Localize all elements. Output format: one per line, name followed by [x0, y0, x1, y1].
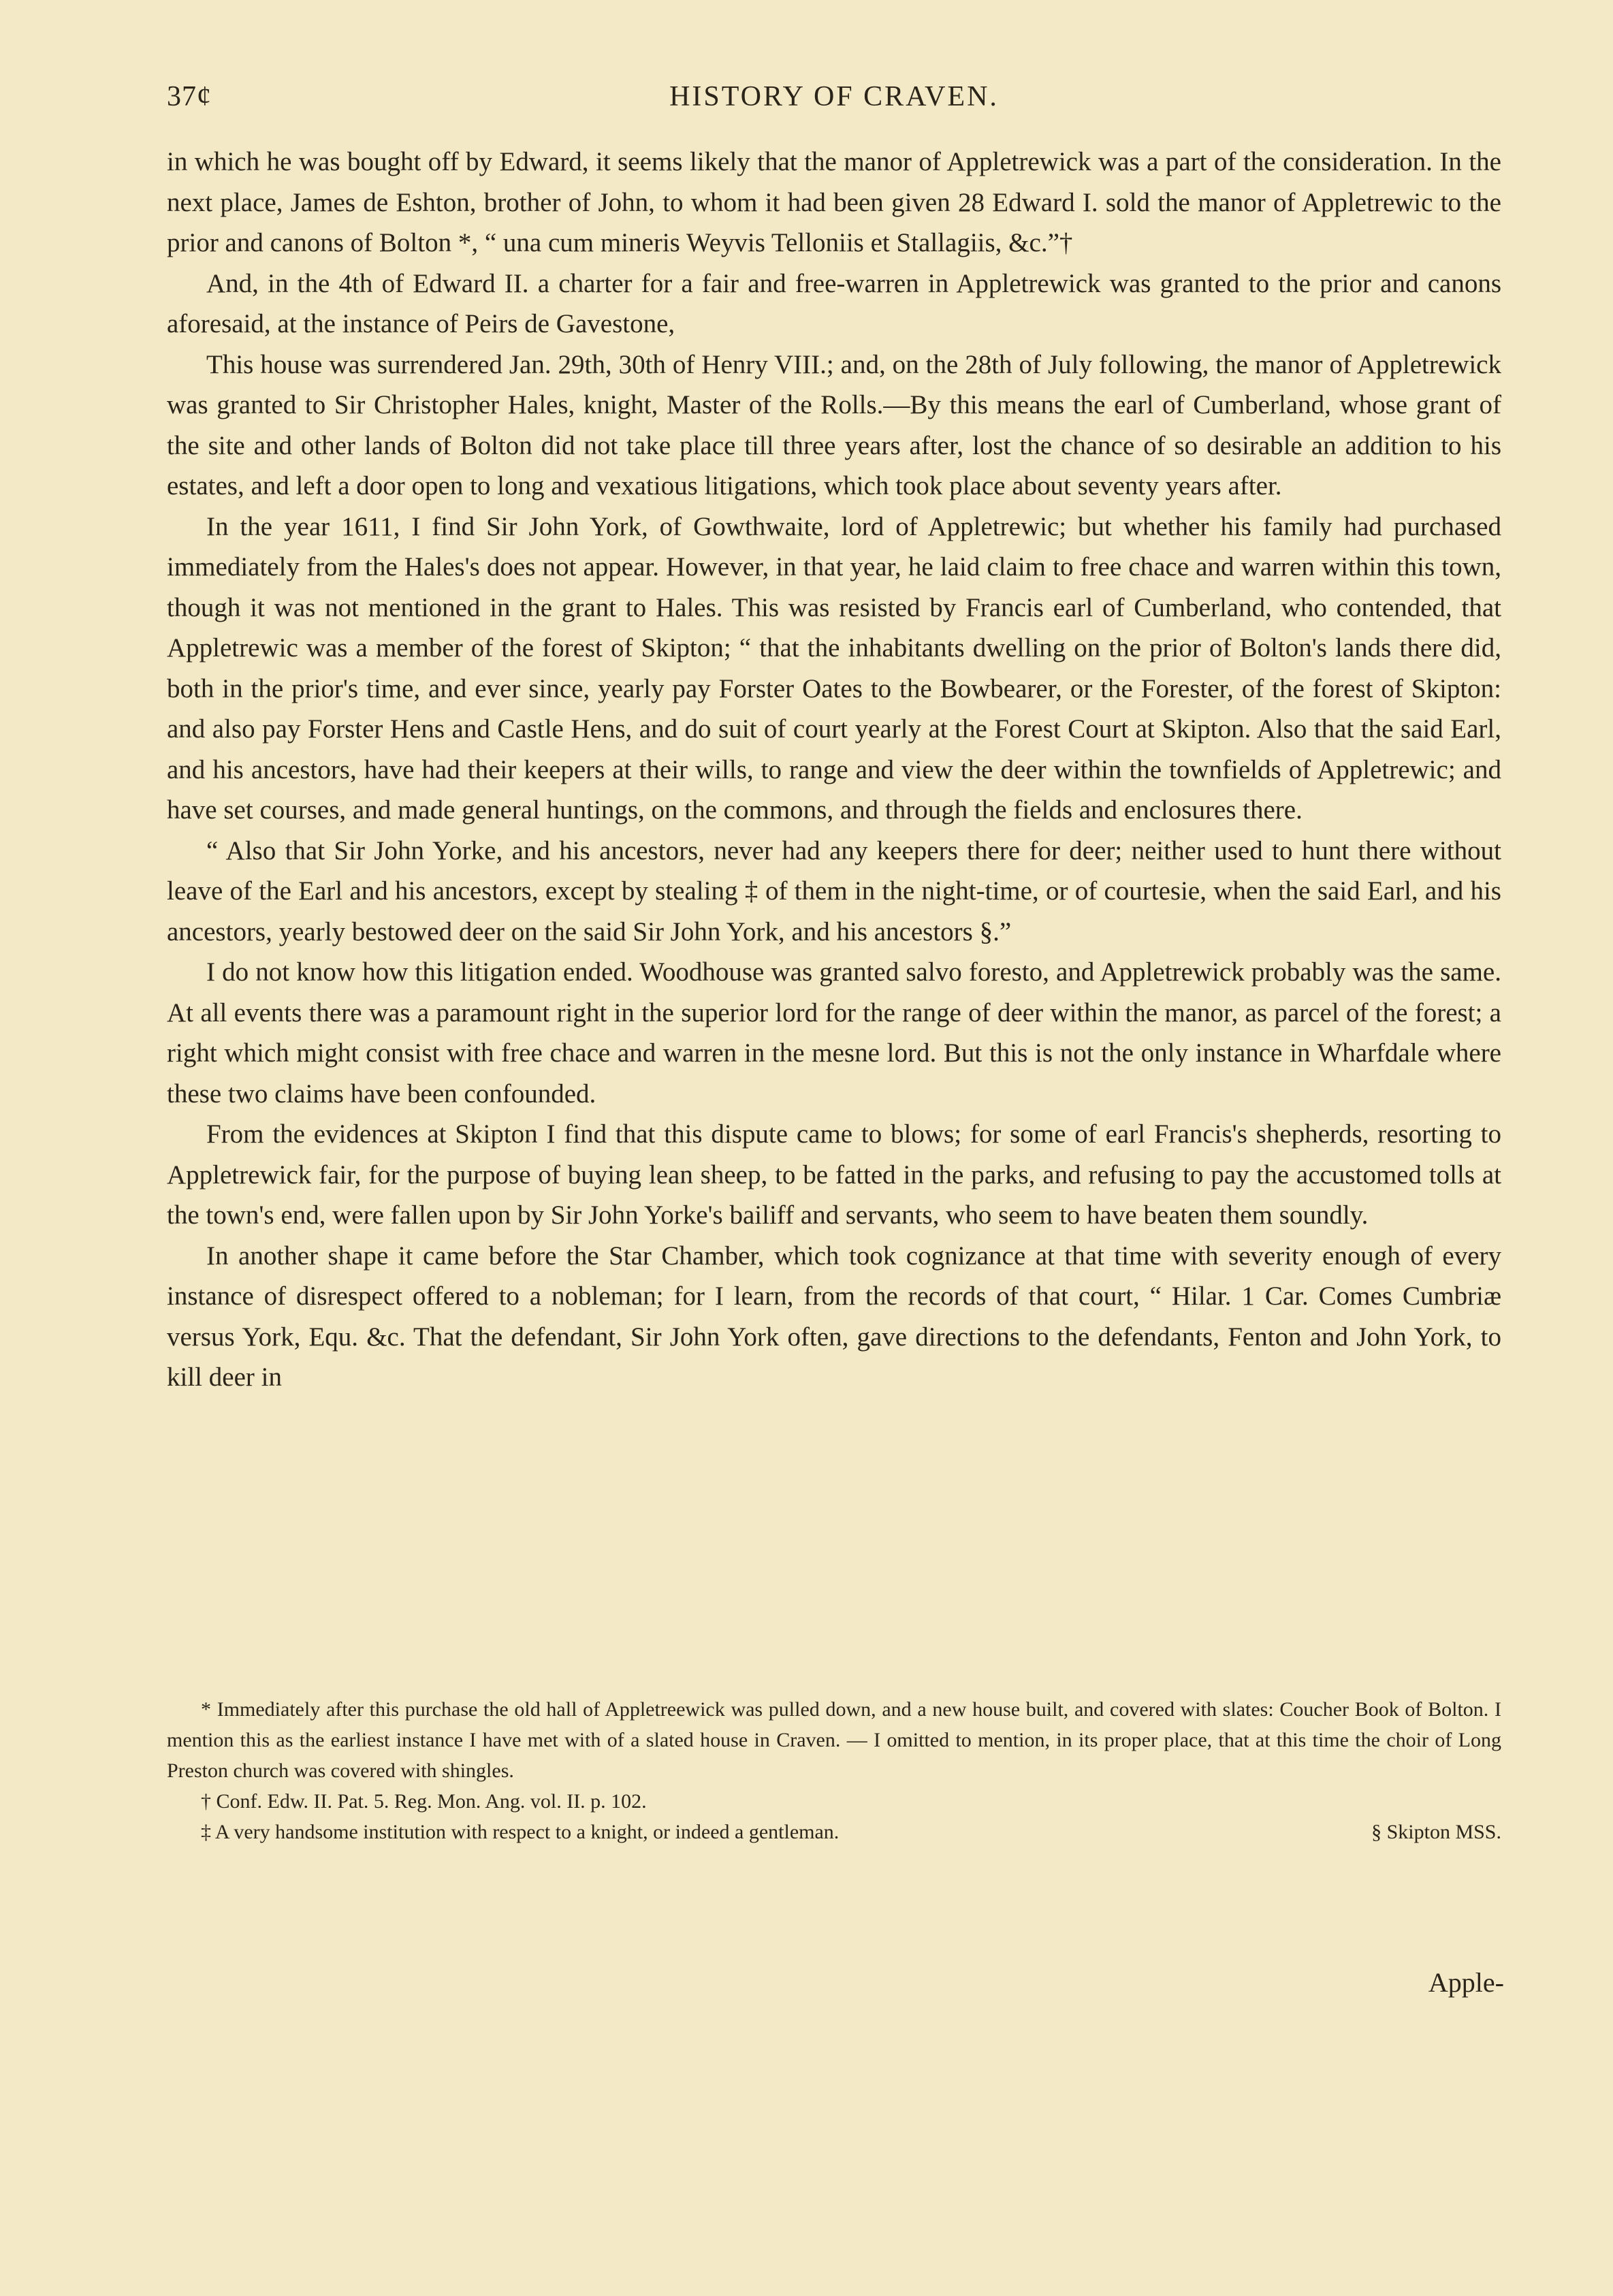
footnote-star: * Immediately after this purchase the old hall of Appletreewick was pulled down, and a new house built, and covered with slates: Coucher Book of Bolton. I mention this as the earliest instance I have met with of a slated house in Craven. — I omitted to mention, in its proper place, that at this time the choir of Long Preston church was covered with shingles.: [167, 1698, 1501, 1782]
page-header: [167, 80, 1501, 121]
main-text: [167, 142, 1501, 1398]
paragraph: This house was surrendered Jan. 29th, 30th of Henry VIII.; and, on the 28th of July following, the manor of Appletrewick was granted to Sir Christopher Hales, knight, Master of the Rolls.—By this means the earl of Cumberland, whose grant of the site and other lands of Bolton did not take place till three years after, lost the chance of so desirable an addition to his estates, and left a door open to long and vexatious litigations, which took place about seventy years after.: [167, 349, 1501, 500]
footnote-double-dagger: ‡ A very handsome institution with respect to a knight, or indeed a gentleman.: [201, 1821, 840, 1843]
footnote-dagger: † Conf. Edw. II. Pat. 5. Reg. Mon. Ang. vol. II. p. 102.: [201, 1790, 647, 1813]
paragraph: I do not know how this litigation ended. Woodhouse was granted salvo foresto, and Appletrewick probably was the same. At all events there was a paramount right in the superior lord for the range of deer within the manor, as parcel of the forest; a right which might consist with free chace and warren in the mesne lord. But this is not the only instance in Wharfdale where these two claims have been confounded.: [167, 957, 1501, 1109]
running-title: HISTORY OF CRAVEN.: [669, 81, 999, 112]
footnote-section: § Skipton MSS.: [1371, 1821, 1501, 1843]
catchword: Apple-: [1428, 1967, 1504, 1998]
paragraph: From the evidences at Skipton I find that this dispute came to blows; for some of earl Francis's shepherds, resorting to Appletrewick fair, for the purpose of buying lean sheep, to be fatted in the parks, and refusing to pay the accustomed tolls at the town's end, were fallen upon by Sir John Yorke's bailiff and servants, who seem to have beaten them soundly.: [167, 1119, 1501, 1230]
page-number: 37¢: [167, 81, 212, 112]
paragraph: “ Also that Sir John Yorke, and his ancestors, never had any keepers there for deer; neither used to hunt there without leave of the Earl and his ancestors, except by stealing ‡ of them in the night-time, or of courtesie, when the said Earl, and his ancestors, yearly bestowed deer on the said Sir John York, and his ancestors §.”: [167, 835, 1501, 946]
paragraph: In the year 1611, I find Sir John York, of Gowthwaite, lord of Appletrewic; but whether his family had purchased immediately from the Hales's does not appear. However, in that year, he laid claim to free chace and warren within this town, though it was not mentioned in the grant to Hales. This was resisted by Francis earl of Cumberland, who contended, that Appletrewic was a member of the forest of Skipton; “ that the inhabitants dwelling on the prior of Bolton's lands there did, both in the prior's time, and ever since, yearly pay Forster Oates to the Bowbearer, or the Forester, of the forest of Skipton: and also pay Forster Hens and Castle Hens, and do suit of court yearly at the Forest Court at Skipton. Also that the said Earl, and his ancestors, have had their keepers at their wills, to range and view the deer within the townfields of Appletrewic; and have set courses, and made general huntings, on the commons, and through the fields and enclosures there.: [167, 511, 1501, 825]
paragraph: In another shape it came before the Star Chamber, which took cognizance at that time with severity enough of every instance of disrespect offered to a nobleman; for I learn, from the records of that court, “ Hilar. 1 Car. Comes Cumbriæ versus York, Equ. &c. That the defendant, Sir John York often, gave directions to the defendants, Fenton and John York, to kill deer in: [167, 1241, 1501, 1392]
paragraph: in which he was bought off by Edward, it seems likely that the manor of Appletrewick was a part of the consideration. In the next place, James de Eshton, brother of John, to whom it had been given 28 Edward I. sold the manor of Appletrewic to the prior and canons of Bolton *, “ una cum mineris Weyvis Telloniis et Stallagiis, &c.”†: [167, 147, 1501, 257]
footnote-row: [167, 1817, 1501, 1847]
footnotes: [167, 1694, 1501, 1847]
paragraph: And, in the 4th of Edward II. a charter for a fair and free-warren in Appletrewick was granted to the prior and canons aforesaid, at the instance of Peirs de Gavestone,: [167, 268, 1501, 338]
